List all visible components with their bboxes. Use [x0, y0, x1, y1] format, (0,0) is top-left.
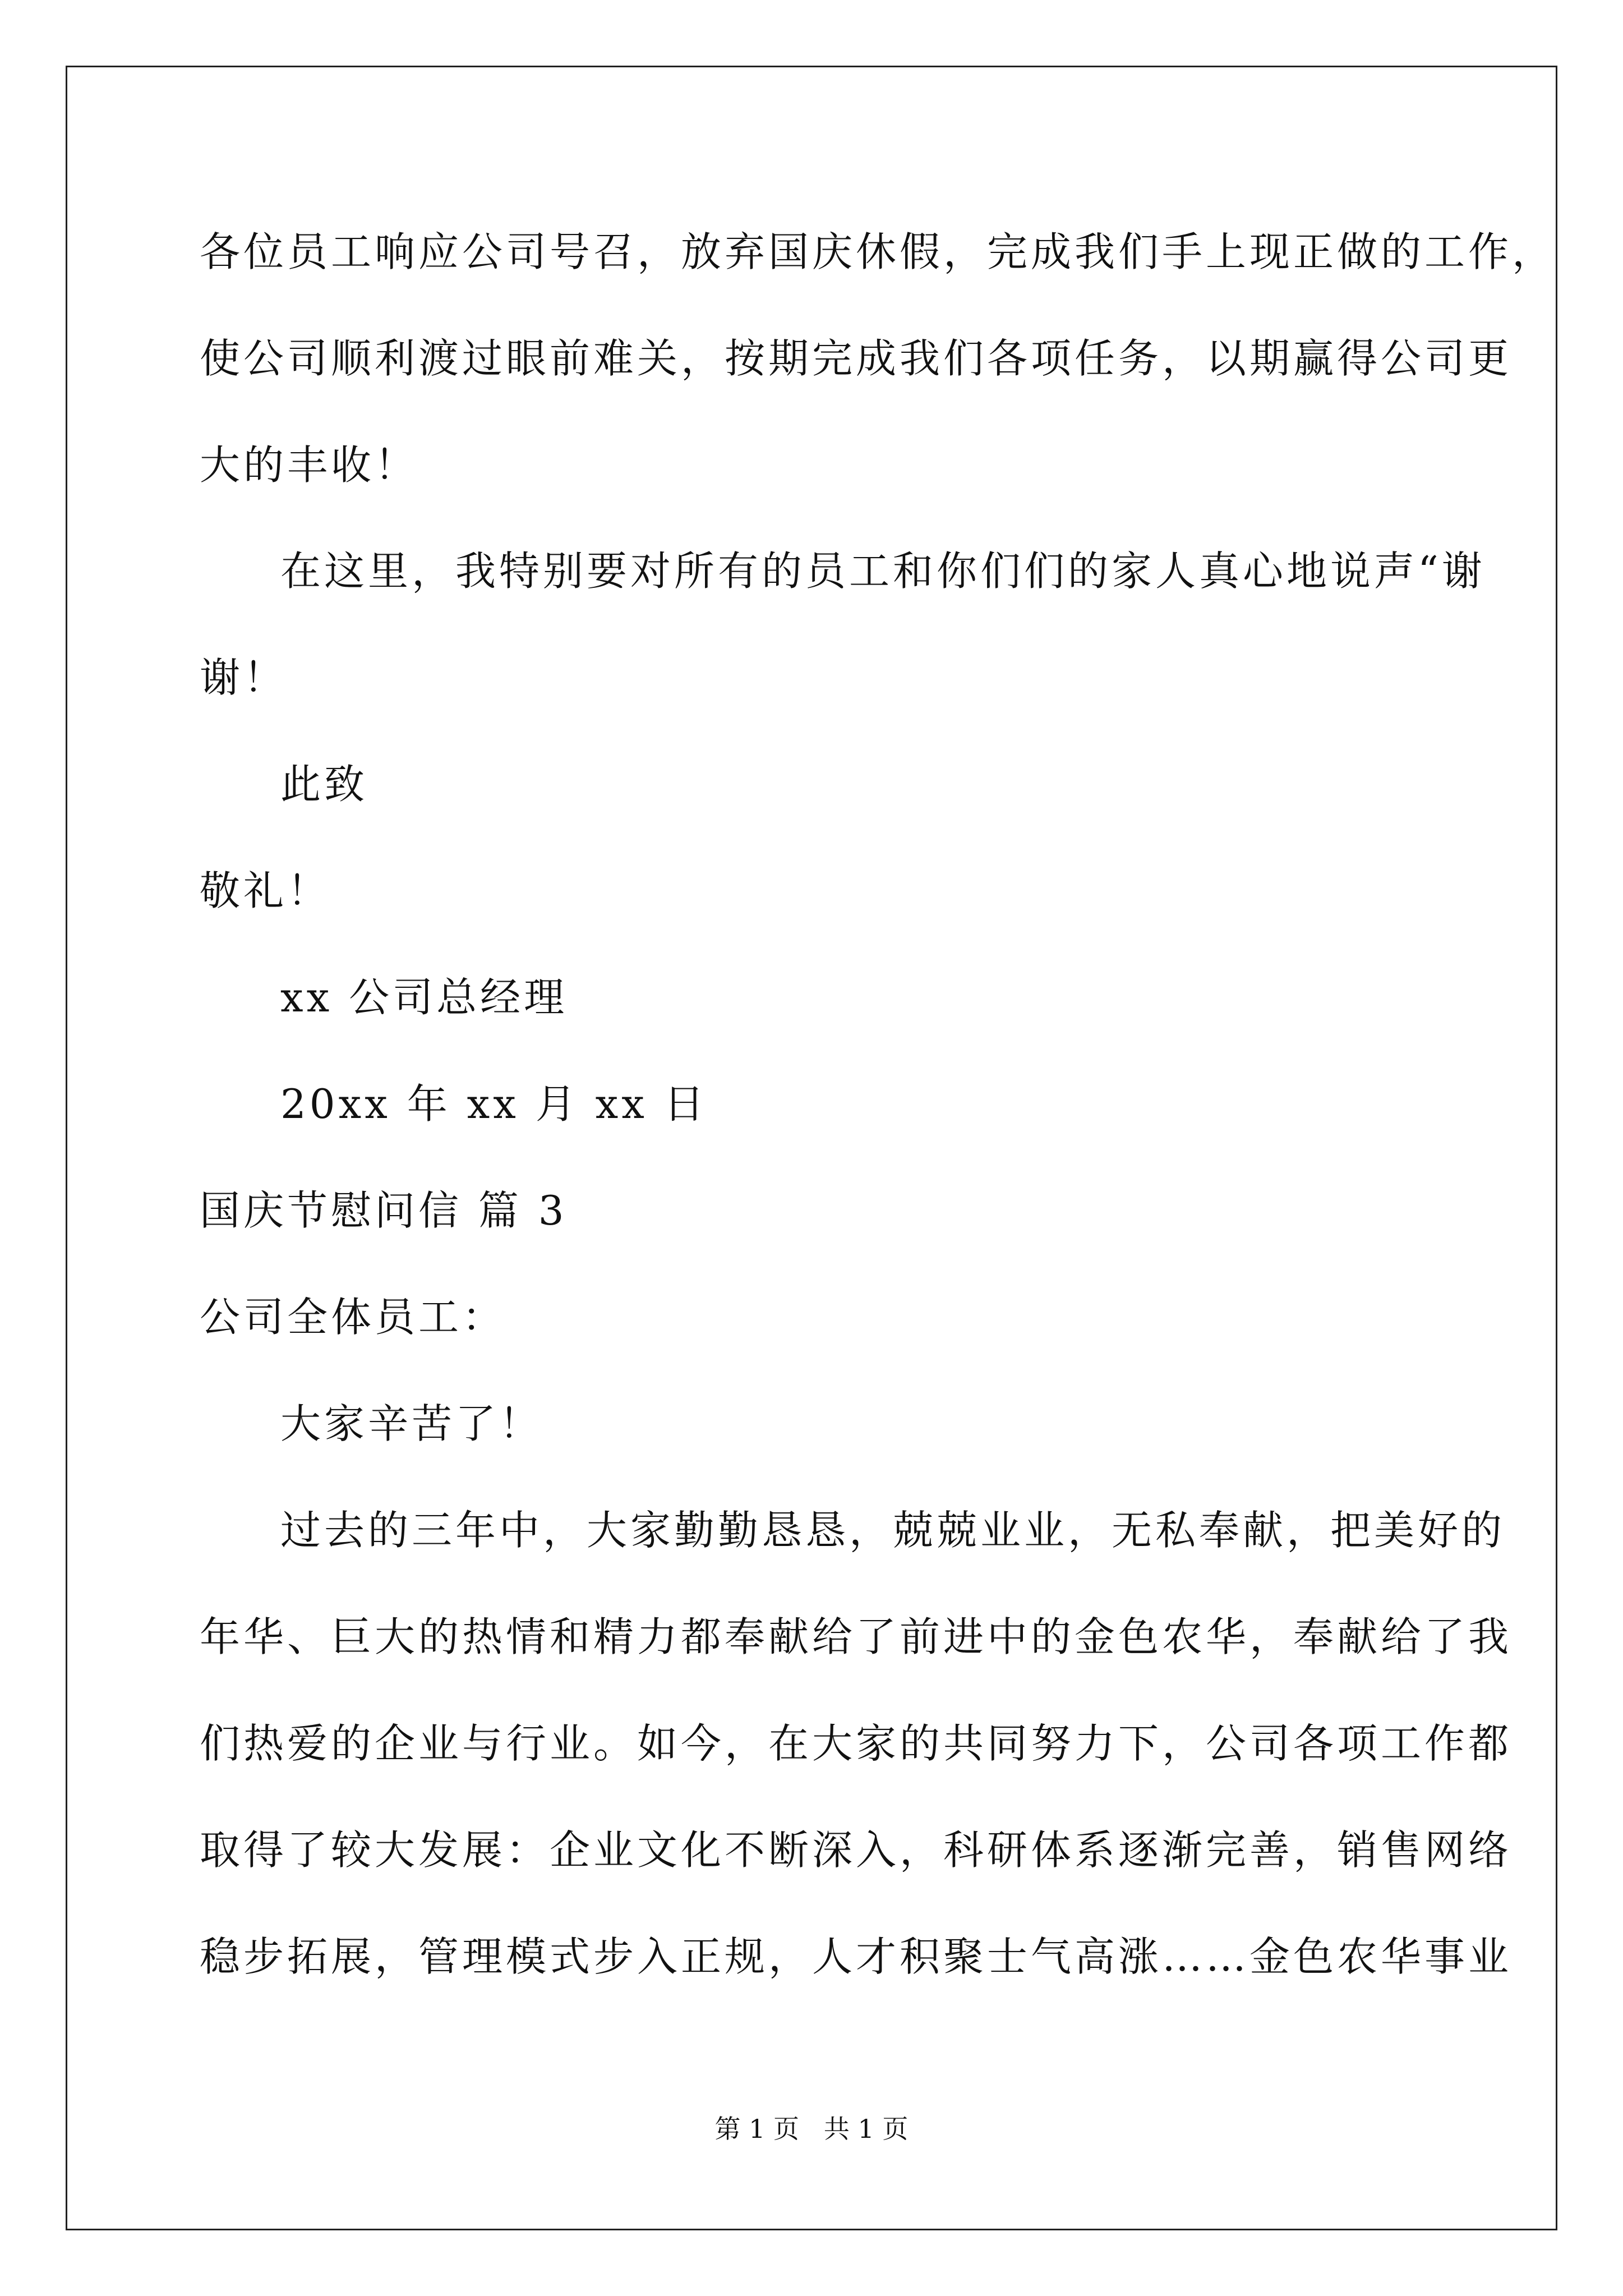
signature-title: xx 公司总经理	[280, 974, 568, 1021]
paragraph-line-4: 取得了较大发展：企业文化不断深入，科研体系逐渐完善，销售网络	[200, 1826, 1513, 1874]
closing-regards: 敬礼！	[200, 867, 331, 914]
page-footer: 第 1 页 共 1 页	[714, 2114, 909, 2144]
letter-recipient: 公司全体员工：	[200, 1294, 506, 1341]
body-line-2: 使公司顺利渡过眼前难关，按期完成我们各项任务，以期赢得公司更	[200, 335, 1513, 382]
body-line-1: 各位员工响应公司号召，放弃国庆休假，完成我们手上现正做的工作，	[200, 228, 1556, 275]
paragraph-line-5: 稳步拓展，管理模式步入正规，人才积聚士气高涨……金色农华事业	[200, 1933, 1513, 1980]
paragraph-line-3: 们热爱的企业与行业。如今，在大家的共同努力下，公司各项工作都	[200, 1720, 1513, 1767]
paragraph-line-1: 过去的三年中，大家勤勤恳恳，兢兢业业，无私奉献，把美好的	[280, 1507, 1506, 1554]
body-line-5: 谢！	[200, 654, 288, 701]
body-line-4: 在这里，我特别要对所有的员工和你们们的家人真心地说声“谢	[280, 547, 1486, 595]
section-heading: 国庆节慰问信 篇 3	[200, 1187, 568, 1234]
signature-date: 20xx 年 xx 月 xx 日	[280, 1080, 708, 1128]
body-line-3: 大的丰收！	[200, 441, 419, 489]
page-border	[66, 66, 1557, 2230]
letter-greeting: 大家辛苦了！	[280, 1400, 543, 1447]
closing-salutation: 此致	[280, 761, 368, 808]
paragraph-line-2: 年华、巨大的热情和精力都奉献给了前进中的金色农华，奉献给了我	[200, 1613, 1513, 1660]
